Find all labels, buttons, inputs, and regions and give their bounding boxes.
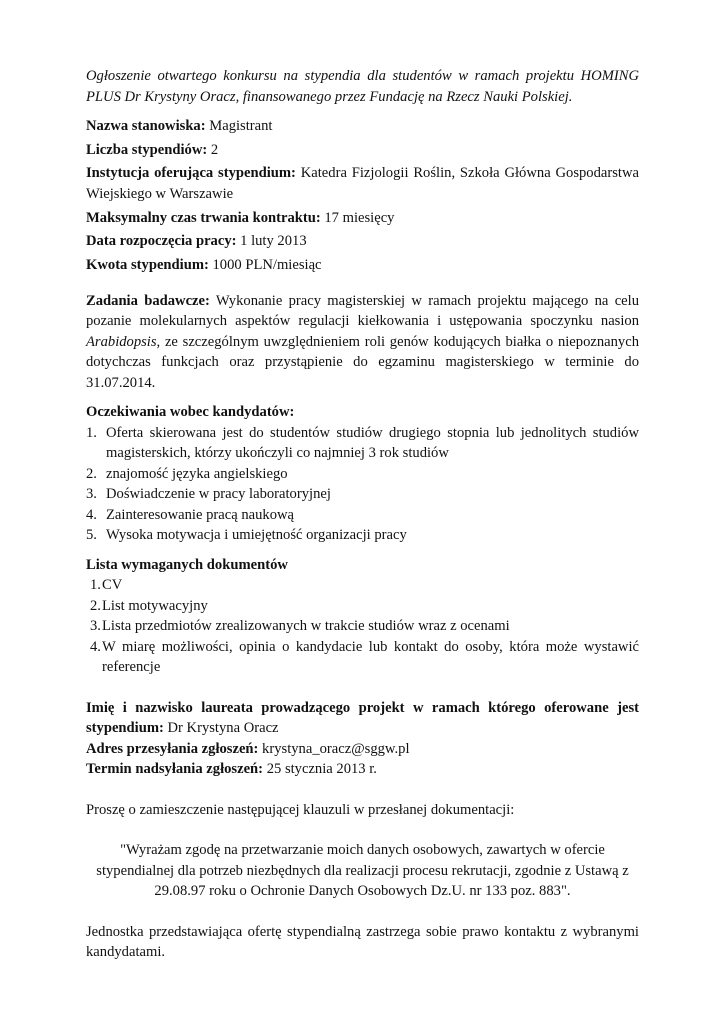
address-value: krystyna_oracz@sggw.pl (258, 740, 410, 757)
leader-label: Imię i nazwisko laureata prowadzącego projekt w ramach którego oferowane jest stypendium: (86, 699, 639, 737)
intro-paragraph: Ogłoszenie otwartego konkursu na stypendia dla studentów w ramach projektu HOMING PLUS Dr Krystyny Oracz, finansowanego przez Fundację na Rzecz Nauki Polskiej. (86, 68, 639, 105)
clause-request: Proszę o zamieszczenie następującej klauzuli w przesłanej dokumentacji: (86, 801, 515, 818)
list-item: 2. znajomość języka angielskiego (86, 465, 288, 482)
list-item: 2. List motywacyjny (90, 597, 208, 614)
document-page (86, 66, 639, 963)
consent-clause: "Wyrażam zgodę na przetwarzanie moich danych osobowych, zawartych w ofercie stypendialnej dla potrzeb niezbędnych dla realizacji procesu rekrutacji, zgodnie z Ustawą z 29.08.97 roku o Ochronie Danych Osobowych Dz.U. nr 133 poz. 883". (96, 842, 629, 900)
address-label: Adres przesyłania zgłoszeń: (86, 740, 259, 757)
count-label: Liczba stypendiów: (86, 141, 208, 158)
expectations-list (86, 423, 639, 546)
list-item: 3. Lista przedmiotów zrealizowanych w trakcie studiów wraz z ocenami (90, 618, 510, 635)
tasks-italic-term: Arabidopsis (86, 333, 157, 350)
tasks-text-a: Wykonanie pracy magisterskiej w ramach projektu mającego na celu pozanie molekularnych aspektów regulacji kiełkowania i ustępowania spoczynku nasion (86, 292, 640, 330)
submission-deadline (86, 759, 639, 780)
count-value: 2 (207, 141, 219, 158)
field-amount (86, 255, 639, 276)
tasks-label: Zadania badawcze: (86, 292, 210, 309)
field-position (86, 116, 639, 137)
institution-label: Instytucja oferująca stypendium: (86, 165, 296, 182)
list-item: 1. CV (90, 577, 123, 594)
project-leader (86, 698, 639, 739)
expectations-heading: Oczekiwania wobec kandydatów: (86, 404, 295, 421)
list-item: 4. W miarę możliwości, opinia o kandydacie lub kontakt do osoby, która może wystawić referencje (90, 638, 639, 676)
deadline-label: Termin nadsyłania zgłoszeń: (86, 761, 264, 778)
closing-paragraph: Jednostka przedstawiająca ofertę stypendialną zastrzega sobie prawo kontaktu z wybranymi kandydatami. (86, 923, 639, 961)
amount-value: 1000 PLN/miesiąc (208, 256, 322, 273)
deadline-value: 25 stycznia 2013 r. (263, 761, 377, 778)
list-item: 4. Zainteresowanie pracą naukową (86, 506, 295, 523)
list-item: 5. Wysoka motywacja i umiejętność organizacji pracy (86, 527, 407, 544)
position-label: Nazwa stanowiska: (86, 118, 206, 134)
field-start-date (86, 231, 639, 252)
list-item: 3. Doświadczenie w pracy laboratoryjnej (86, 486, 331, 503)
leader-value: Dr Krystyna Oracz (163, 720, 279, 737)
submission-address (86, 739, 639, 760)
field-duration (86, 208, 639, 229)
duration-label: Maksymalny czas trwania kontraktu: (86, 209, 321, 226)
tasks-text-b: , ze szczególnym uwzględnieniem roli genów kodujących białka o niepoznanych dotychczas funkcjach oraz przystąpienie do egzaminu magisterskiego w terminie do 31.07.2014. (86, 333, 639, 391)
start-value: 1 luty 2013 (236, 233, 307, 250)
amount-label: Kwota stypendium: (86, 256, 209, 273)
duration-value: 17 miesięcy (320, 209, 395, 226)
documents-heading: Lista wymaganych dokumentów (86, 556, 288, 573)
research-tasks-paragraph (86, 291, 639, 394)
institution-value: Katedra Fizjologii Roślin, Szkoła Główna Gospodarstwa Wiejskiego w Warszawie (86, 165, 639, 202)
list-item: 1. Oferta skierowana jest do studentów studiów drugiego stopnia lub jednolitych studiów magisterskich, którzy ukończyli co najmniej 3 rok studiów (86, 424, 639, 462)
documents-list (86, 575, 639, 678)
start-label: Data rozpoczęcia pracy: (86, 233, 237, 250)
position-value: Magistrant (205, 118, 273, 134)
field-count (86, 140, 639, 161)
field-institution (86, 163, 639, 204)
